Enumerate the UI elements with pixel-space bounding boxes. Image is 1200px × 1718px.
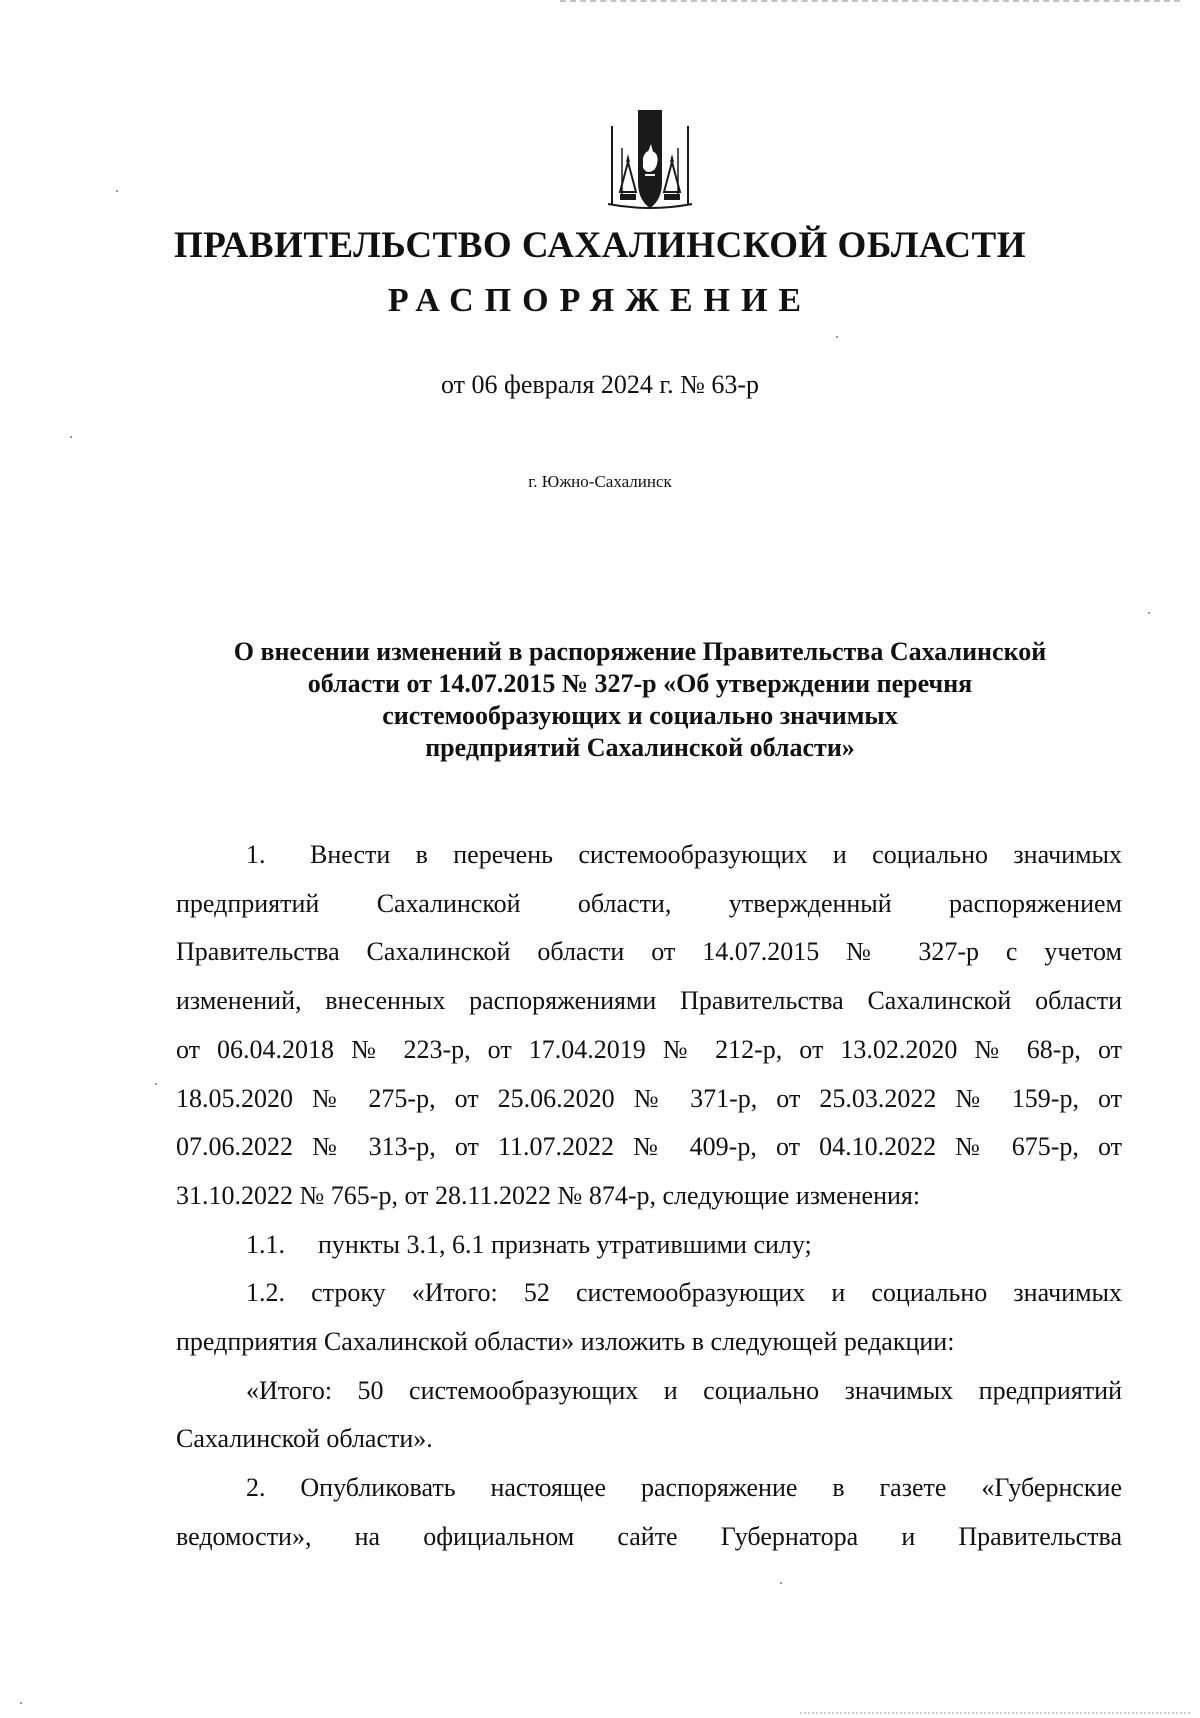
- paragraph-1-line: Правительства Сахалинской области от 14.07.2015 № 327-р с учетом: [176, 937, 1122, 967]
- scan-speck: [116, 190, 118, 192]
- paragraph-1-line: от 06.04.2018 № 223-р, от 17.04.2019 № 212-р, от 13.02.2020 № 68-р, от: [176, 1034, 1122, 1064]
- paragraph-text: Внести в перечень системообразующих и социально значимых: [310, 840, 1122, 869]
- paragraph-1-first-line: [176, 831, 1122, 880]
- quote-line: «Итого: 50 системообразующих и социально значимых предприятий: [246, 1375, 1122, 1405]
- scan-speck: [70, 436, 72, 438]
- paragraph-1-line: 07.06.2022 № 313-р, от 11.07.2022 № 409-р, от 04.10.2022 № 675-р, от: [176, 1132, 1122, 1162]
- subject-line: О внесении изменений в распоряжение Правительства Сахалинской: [233, 637, 1047, 666]
- paragraph-1-2-line: предприятия Сахалинской области» изложить в следующей редакции:: [176, 1327, 955, 1357]
- paragraph-1-2-line: 1.2. строку «Итого: 52 системообразующих и социально значимых: [246, 1278, 1122, 1308]
- paragraph-1-line: изменений, внесенных распоряжениями Правительства Сахалинской области: [176, 986, 1122, 1016]
- quote-line: Сахалинской области».: [176, 1424, 433, 1454]
- paragraph-number: 1.: [246, 840, 266, 869]
- scan-speck: [780, 1582, 782, 1584]
- scan-artifact-bottom: [800, 1712, 1190, 1716]
- document-date-number: от 06 февраля 2024 г. № 63-р: [440, 370, 760, 399]
- scan-speck: [1148, 612, 1150, 614]
- subject-line: предприятий Сахалинской области»: [425, 733, 855, 762]
- document-type: РАСПОРЯЖЕНИЕ: [387, 282, 813, 319]
- government-title: ПРАВИТЕЛЬСТВО САХАЛИНСКОЙ ОБЛАСТИ: [174, 225, 1026, 266]
- document-body: [176, 831, 1122, 1562]
- subject-line: системообразующих и социально значимых: [382, 701, 898, 730]
- scan-speck: [155, 1083, 157, 1085]
- paragraph-2-line: ведомости», на официальном сайте Губернатора и Правительства: [176, 1521, 1122, 1551]
- paragraph-2-line: 2. Опубликовать настоящее распоряжение в газете «Губернские: [246, 1473, 1122, 1503]
- subject-line: области от 14.07.2015 № 327-р «Об утверждении перечня: [307, 669, 973, 698]
- document-subject: [180, 636, 1100, 764]
- paragraph-1-line: предприятий Сахалинской области, утвержденный распоряжением: [176, 888, 1122, 918]
- paragraph-text: пункты 3.1, 6.1 признать утратившими силу;: [318, 1229, 812, 1259]
- scan-speck: [20, 1702, 22, 1704]
- scan-artifact-top: [560, 0, 1180, 4]
- paragraph-1-line: 31.10.2022 № 765-р, от 28.11.2022 № 874-р, следующие изменения:: [176, 1180, 921, 1210]
- scan-speck: [836, 336, 838, 338]
- paragraph-1-line: 18.05.2020 № 275-р, от 25.06.2020 № 371-р, от 25.03.2022 № 159-р, от: [176, 1083, 1122, 1113]
- sakhalin-coat-of-arms-icon: [598, 108, 702, 212]
- paragraph-1-1: [176, 1221, 1122, 1270]
- document-city: г. Южно-Сахалинск: [528, 472, 672, 491]
- paragraph-number: 1.1.: [246, 1229, 285, 1259]
